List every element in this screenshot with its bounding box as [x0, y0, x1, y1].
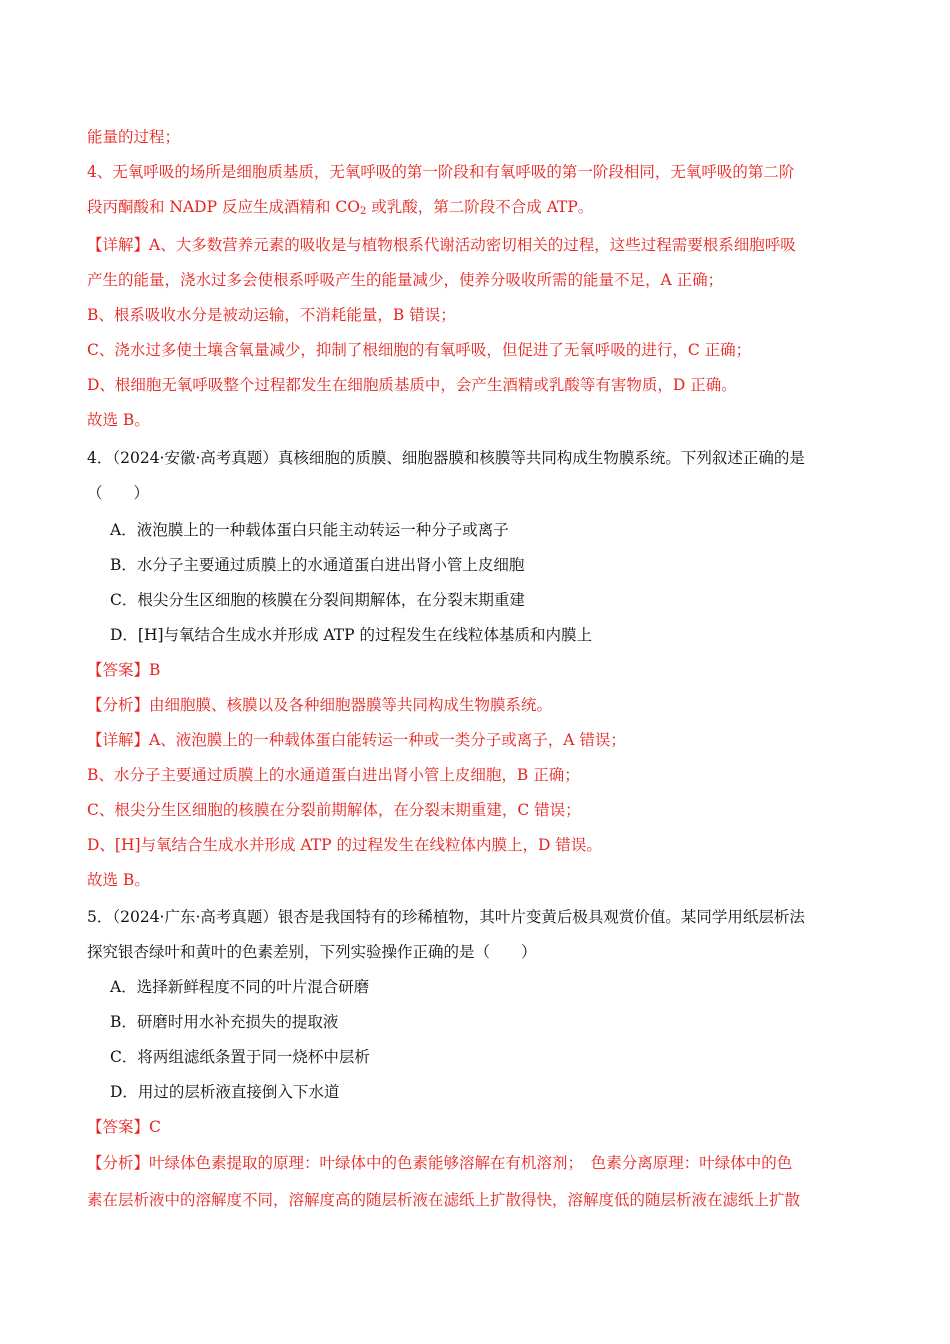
question-4-option-d: D．[H]与氧结合生成水并形成 ATP 的过程发生在线粒体基质和内膜上 [110, 626, 593, 644]
question-4-stem: 4．（2024·安徽·高考真题）真核细胞的质膜、细胞器膜和核膜等共同构成生物膜系统。下列叙述正确的是 [87, 449, 805, 467]
question-5-stem-cont: 探究银杏绿叶和黄叶的色素差别，下列实验操作正确的是（ ） [87, 943, 537, 961]
question-4-analysis: 【分析】由细胞膜、核膜以及各种细胞器膜等共同构成生物膜系统。 [87, 696, 553, 714]
question-5-analysis: 【分析】叶绿体色素提取的原理：叶绿体中的色素能够溶解在有机溶剂； 色素分离原理：叶绿体中的色 [87, 1154, 793, 1172]
prev-detail-line: D、根细胞无氧呼吸整个过程都发生在细胞质基质中，会产生酒精或乳酸等有害物质，D 正确。 [87, 376, 737, 394]
prev-point-4: 4、无氧呼吸的场所是细胞质基质，无氧呼吸的第一阶段和有氧呼吸的第一阶段相同，无氧呼吸的第二阶 [87, 163, 795, 181]
question-4-option-b: B．水分子主要通过质膜上的水通道蛋白进出肾小管上皮细胞 [110, 556, 525, 574]
prev-point-4-cont: 段丙酮酸和 NADP 反应生成酒精和 $CO_2$ 或乳酸，第二阶段不合成 ATP。 [87, 198, 594, 217]
question-4-conclusion: 故选 B。 [87, 871, 150, 889]
question-4-option-a: A．液泡膜上的一种载体蛋白只能主动转运一种分子或离子 [110, 521, 509, 539]
question-4-detail: D、[H]与氧结合生成水并形成 ATP 的过程发生在线粒体内膜上，D 错误。 [87, 836, 602, 854]
prev-text-line: 能量的过程； [87, 128, 181, 146]
question-5-option-d: D．用过的层析液直接倒入下水道 [110, 1083, 340, 1101]
prev-detail-line: 【详解】A、大多数营养元素的吸收是与植物根系代谢活动密切相关的过程，这些过程需要根系细胞呼吸 [87, 236, 796, 254]
question-4-answer: 【答案】B [87, 661, 161, 679]
question-4-detail: B、水分子主要通过质膜上的水通道蛋白进出肾小管上皮细胞，B 正确； [87, 766, 580, 784]
prev-conclusion: 故选 B。 [87, 411, 150, 429]
question-5-stem: 5．（2024·广东·高考真题）银杏是我国特有的珍稀植物，其叶片变黄后极具观赏价值。某同学用纸层析法 [87, 908, 805, 926]
prev-detail-line: B、根系吸收水分是被动运输，不消耗能量，B 错误； [87, 306, 456, 324]
prev-detail-line: C、浇水过多使土壤含氧量减少，抑制了根细胞的有氧呼吸，但促进了无氧呼吸的进行，C 正确； [87, 341, 752, 359]
question-4-detail: 【详解】A、液泡膜上的一种载体蛋白能转运一种或一类分子或离子，A 错误； [87, 731, 626, 749]
question-5-answer: 【答案】C [87, 1118, 161, 1136]
question-4-detail: C、根尖分生区细胞的核膜在分裂前期解体，在分裂末期重建，C 错误； [87, 801, 581, 819]
question-5-analysis-cont: 素在层析液中的溶解度不同，溶解度高的随层析液在滤纸上扩散得快，溶解度低的随层析液在滤纸上扩散 [87, 1191, 801, 1209]
question-4-blank: （ ） [87, 484, 150, 502]
prev-detail-line: 产生的能量，浇水过多会使根系呼吸产生的能量减少，使养分吸收所需的能量不足，A 正确； [87, 271, 724, 289]
question-5-option-c: C．将两组滤纸条置于同一烧杯中层析 [110, 1048, 370, 1066]
question-5-option-b: B．研磨时用水补充损失的提取液 [110, 1013, 339, 1031]
question-4-option-c: C．根尖分生区细胞的核膜在分裂间期解体，在分裂末期重建 [110, 591, 525, 609]
question-5-option-a: A．选择新鲜程度不同的叶片混合研磨 [110, 978, 370, 996]
